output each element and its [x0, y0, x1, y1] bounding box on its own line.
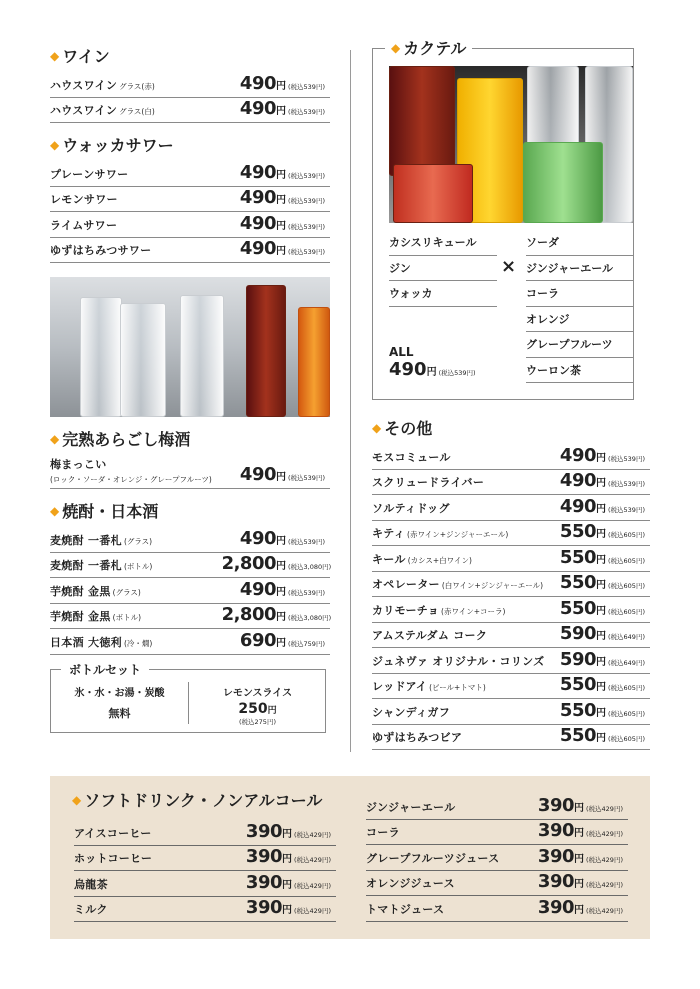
- menu-item-tax: (税込429円): [294, 856, 331, 864]
- column-divider: [350, 50, 351, 752]
- cocktail-all-price: ALL 490円 (税込539円): [389, 345, 476, 380]
- menu-item-name: アムステルダム コーク: [372, 629, 488, 642]
- umeshu-list: [50, 455, 330, 489]
- section-title: ◆ 完熟あらごし梅酒: [50, 430, 191, 449]
- menu-item-name: 芋焼酎 金黒 (グラス): [50, 584, 141, 598]
- sour-glasses-photo: [50, 277, 330, 417]
- menu-item-name: ゆずはちみつサワー: [50, 244, 152, 257]
- menu-row: [372, 674, 650, 700]
- menu-item-price: 390円 (税込429円): [508, 846, 628, 867]
- menu-item-name: 梅まっこい (ロック・ソーダ・オレンジ・グレープフルーツ): [50, 458, 212, 484]
- diamond-icon: ◆: [72, 793, 82, 807]
- menu-item-tax: (税込429円): [294, 830, 331, 839]
- cocktail-mixers: [526, 230, 633, 383]
- menu-item-price: 490円 (税込539円): [210, 213, 330, 234]
- shochu-list: [50, 527, 330, 655]
- menu-item-note: (ロック・ソーダ・オレンジ・グレープフルーツ): [50, 475, 212, 484]
- menu-row: [366, 896, 628, 922]
- section-title: ◆ ソフトドリンク・ノンアルコール: [72, 791, 323, 810]
- menu-item-price: 490円 (税込539円): [210, 98, 330, 119]
- menu-item-tax: (税込429円): [586, 906, 623, 915]
- menu-row: [372, 597, 650, 623]
- right-column: [372, 39, 650, 750]
- menu-item-price: 550円 (税込605円): [530, 572, 650, 593]
- menu-item-tax: (税込539円): [288, 474, 325, 482]
- cocktail-mixer-item: オレンジ: [526, 307, 633, 333]
- menu-item-tax: (税込605円): [608, 531, 645, 539]
- menu-row: [366, 871, 628, 897]
- menu-item-tax: (税込3,080円): [288, 563, 332, 571]
- menu-item-name: 麦焼酎 一番札 (グラス): [50, 533, 153, 547]
- bottle-set-lemon-price: 250円: [238, 700, 277, 717]
- menu-item-tax: (税込605円): [608, 684, 645, 692]
- menu-row: [74, 846, 336, 872]
- menu-row: [372, 444, 650, 470]
- cocktail-mixer-item: ソーダ: [526, 230, 633, 256]
- menu-item-tax: (税込539円): [608, 505, 645, 514]
- menu-row: [74, 820, 336, 846]
- section-title: ◆ ワイン: [50, 47, 110, 66]
- menu-item-name: オレンジジュース: [366, 877, 455, 890]
- menu-row: [372, 546, 650, 572]
- menu-item-price: 590円 (税込649円): [530, 649, 650, 670]
- menu-item-tax: (税込539円): [608, 480, 645, 488]
- menu-item-tax: (税込539円): [288, 248, 325, 256]
- menu-item-name: キール (カシス+白ワイン): [372, 552, 472, 566]
- diamond-icon: ◆: [50, 138, 60, 152]
- wine-section: [50, 44, 330, 123]
- menu-item-price: 390円 (税込429円): [508, 871, 628, 892]
- cocktail-mixer-item: ジンジャーエール: [526, 256, 633, 282]
- menu-row: [372, 495, 650, 521]
- glass-shape: [246, 285, 286, 417]
- other-list: [372, 444, 650, 750]
- menu-item-tax: (税込3,080円): [288, 614, 332, 622]
- diamond-icon: ◆: [391, 41, 401, 55]
- menu-row: [372, 470, 650, 496]
- soft-drink-section: [50, 776, 650, 939]
- menu-item-name: ソルティドッグ: [372, 501, 450, 515]
- menu-item-price: 390円 (税込429円): [508, 795, 628, 816]
- vodka-sour-list: [50, 161, 330, 263]
- bottle-set-box: [50, 662, 326, 733]
- menu-item-price: 490円 (税込539円): [530, 470, 650, 491]
- menu-item-price: 490円 (税込539円): [530, 445, 650, 466]
- wine-list: [50, 72, 330, 123]
- bottle-set-free: [51, 684, 188, 721]
- soft-drink-list-left: [74, 820, 336, 922]
- menu-row: [372, 572, 650, 598]
- menu-item-price: 390円 (税込429円): [216, 821, 336, 842]
- cocktail-base-item: ウォッカ: [389, 281, 497, 307]
- glass-shape: [393, 164, 473, 223]
- menu-item-tax: (税込539円): [288, 171, 325, 180]
- bottle-set-lemon-label: レモンスライス: [222, 687, 293, 699]
- bottle-set-free-label: 氷・水・お湯・炭酸: [74, 687, 165, 699]
- menu-row: [50, 455, 330, 489]
- section-title: ◆ 焼酎・日本酒: [50, 502, 159, 521]
- menu-item-name: トマトジュース: [366, 902, 445, 916]
- menu-item-name: 芋焼酎 金黒 (ボトル): [50, 610, 141, 623]
- bottle-set-lemon-tax: (税込275円): [239, 717, 276, 726]
- cocktail-all-label: ALL: [389, 345, 414, 359]
- menu-row: [74, 871, 336, 897]
- menu-row: [50, 604, 330, 630]
- other-section: [372, 416, 650, 750]
- menu-item-tax: (税込605円): [608, 607, 645, 616]
- menu-item-tax: (税込539円): [288, 197, 325, 205]
- menu-item-price: 490円 (税込539円): [210, 528, 330, 549]
- menu-item-note: (ビール+トマト): [429, 683, 486, 692]
- menu-item-price: 390円 (税込429円): [216, 897, 336, 918]
- menu-item-name: ミルク: [74, 903, 108, 916]
- menu-item-name: モスコミュール: [372, 450, 451, 464]
- menu-item-price: 550円 (税込605円): [530, 547, 650, 568]
- section-title: ◆ その他: [372, 419, 433, 438]
- menu-item-note: (冷・燗): [123, 638, 153, 648]
- menu-row: [372, 648, 650, 674]
- shochu-section: [50, 499, 330, 655]
- menu-row: [366, 820, 628, 846]
- section-title: ◆ カクテル: [385, 36, 472, 59]
- menu-item-note: (ボトル): [123, 562, 153, 571]
- menu-row: [50, 212, 330, 238]
- menu-item-price: 490円 (税込539円): [210, 464, 330, 485]
- cocktail-mixer-item: ウーロン茶: [526, 358, 633, 384]
- menu-item-note: (ボトル): [112, 613, 141, 622]
- soft-drink-list-right: [366, 794, 628, 922]
- menu-item-price: 2,800円 (税込3,080円): [221, 604, 332, 625]
- menu-item-tax: (税込429円): [294, 881, 331, 890]
- menu-item-name: ホットコーヒー: [74, 852, 153, 865]
- menu-item-note: グラス(白): [119, 107, 155, 116]
- times-icon: ×: [501, 256, 517, 277]
- diamond-icon: ◆: [50, 432, 60, 446]
- menu-item-price: 590円 (税込649円): [530, 623, 650, 644]
- menu-item-price: 390円 (税込429円): [508, 897, 628, 918]
- menu-item-tax: (税込429円): [586, 804, 623, 813]
- cocktail-base-item: ジン: [389, 256, 497, 282]
- menu-item-name: ハウスワイン グラス(赤): [50, 78, 155, 92]
- menu-item-tax: (税込605円): [608, 556, 645, 565]
- menu-item-tax: (税込759円): [288, 639, 325, 648]
- menu-row: [50, 527, 330, 553]
- menu-row: [74, 897, 336, 923]
- menu-item-price: 390円 (税込429円): [216, 846, 336, 867]
- menu-row: [50, 629, 330, 655]
- menu-item-tax: (税込539円): [288, 108, 325, 116]
- menu-item-price: 550円 (税込605円): [530, 598, 650, 619]
- menu-item-tax: (税込429円): [586, 881, 623, 889]
- menu-item-name: ライムサワー: [50, 218, 118, 232]
- menu-row: [366, 845, 628, 871]
- menu-item-price: 550円 (税込605円): [530, 674, 650, 695]
- menu-row: [50, 161, 330, 187]
- vodka-sour-section: [50, 133, 330, 263]
- bottle-set-lemon: [189, 684, 326, 726]
- menu-row: [50, 578, 330, 604]
- menu-item-name: プレーンサワー: [50, 167, 129, 181]
- glass-shape: [180, 295, 224, 417]
- menu-row: [50, 98, 330, 124]
- menu-item-note: (グラス): [123, 536, 153, 546]
- diamond-icon: ◆: [50, 49, 60, 63]
- menu-item-price: 390円 (税込429円): [508, 820, 628, 841]
- menu-item-price: 490円 (税込539円): [530, 496, 650, 517]
- cocktail-mixer-item: コーラ: [526, 281, 633, 307]
- menu-item-tax: (税込429円): [586, 830, 623, 838]
- menu-item-note: グラス(赤): [119, 81, 155, 91]
- menu-row: [50, 238, 330, 264]
- diamond-icon: ◆: [50, 504, 60, 518]
- menu-item-price: 490円 (税込539円): [210, 187, 330, 208]
- cocktail-mixer-item: グレープフルーツ: [526, 332, 633, 358]
- glass-shape: [389, 66, 455, 176]
- menu-item-note: (赤ワイン+ジンジャーエール): [407, 530, 509, 539]
- menu-item-name: コーラ: [366, 826, 400, 839]
- cocktail-glasses-photo: [389, 66, 633, 223]
- cocktail-box: [372, 39, 634, 400]
- umeshu-section: [50, 427, 330, 489]
- menu-item-name: ゆずはちみつビア: [372, 731, 463, 744]
- menu-item-name: スクリュードライバー: [372, 476, 485, 489]
- menu-item-price: 490円 (税込539円): [210, 73, 330, 94]
- menu-item-price: 390円 (税込429円): [216, 872, 336, 893]
- menu-item-tax: (税込649円): [608, 658, 645, 667]
- section-title: ◆ ウォッカサワー: [50, 136, 174, 155]
- menu-item-note: (グラス): [112, 587, 141, 597]
- menu-item-tax: (税込429円): [586, 855, 623, 864]
- menu-item-tax: (税込539円): [288, 222, 325, 231]
- cocktail-bases: [389, 230, 497, 307]
- menu-row: [50, 72, 330, 98]
- menu-item-tax: (税込605円): [608, 582, 645, 590]
- menu-item-name: 日本酒 大徳利 (冷・燗): [50, 635, 153, 649]
- menu-item-price: 490円 (税込539円): [210, 162, 330, 183]
- menu-item-price: 550円 (税込605円): [530, 725, 650, 746]
- menu-item-price: 490円 (税込539円): [210, 579, 330, 600]
- menu-item-note: (赤ワイン+コーラ): [441, 606, 506, 616]
- left-column: [50, 44, 330, 733]
- cocktail-base-item: カシスリキュール: [389, 230, 497, 256]
- menu-item-tax: (税込539円): [288, 82, 325, 91]
- menu-item-note: (白ワイン+ジンジャーエール): [441, 581, 544, 590]
- menu-row: [372, 521, 650, 547]
- menu-item-name: ハウスワイン グラス(白): [50, 104, 155, 117]
- menu-item-name: ジンジャーエール: [366, 800, 456, 814]
- menu-item-name: キティ (赤ワイン+ジンジャーエール): [372, 527, 509, 540]
- menu-item-price: 690円 (税込759円): [210, 630, 330, 651]
- menu-row: [50, 187, 330, 213]
- menu-item-tax: (税込605円): [608, 709, 645, 718]
- menu-item-name: レモンサワー: [50, 193, 118, 206]
- menu-row: [372, 699, 650, 725]
- glass-shape: [523, 142, 603, 223]
- bottle-set-title: ボトルセット: [61, 661, 149, 678]
- menu-row: [372, 725, 650, 751]
- menu-item-tax: (税込539円): [288, 537, 325, 546]
- menu-item-name: シャンディガフ: [372, 705, 450, 719]
- menu-item-tax: (税込649円): [608, 633, 645, 641]
- menu-item-price: 2,800円 (税込3,080円): [221, 553, 332, 574]
- menu-item-tax: (税込539円): [608, 454, 645, 463]
- menu-item-price: 490円 (税込539円): [210, 238, 330, 259]
- menu-item-name: オペレーター (白ワイン+ジンジャーエール): [372, 578, 544, 591]
- menu-row: [366, 794, 628, 820]
- menu-item-note: (カシス+白ワイン): [407, 555, 472, 565]
- glass-shape: [120, 303, 166, 417]
- menu-row: [50, 553, 330, 579]
- menu-item-name: 烏龍茶: [74, 877, 108, 891]
- menu-item-price: 550円 (税込605円): [530, 521, 650, 542]
- glass-shape: [80, 297, 122, 417]
- menu-item-price: 550円 (税込605円): [530, 700, 650, 721]
- menu-item-name: 麦焼酎 一番札 (ボトル): [50, 559, 153, 572]
- bottle-set-free-value: 無料: [108, 706, 131, 720]
- diamond-icon: ◆: [372, 421, 382, 435]
- glass-shape: [298, 307, 330, 417]
- menu-item-name: カリモーチョ (赤ワイン+コーラ): [372, 603, 506, 617]
- menu-item-tax: (税込429円): [294, 907, 331, 915]
- menu-item-tax: (税込539円): [288, 588, 325, 597]
- menu-item-name: グレープフルーツジュース: [366, 851, 500, 865]
- menu-item-name: アイスコーヒー: [74, 826, 152, 840]
- menu-item-name: ジュネヴァ オリジナル・コリンズ: [372, 654, 545, 668]
- menu-item-name: レッドアイ (ビール+トマト): [372, 680, 486, 693]
- menu-row: [372, 623, 650, 649]
- menu-item-tax: (税込605円): [608, 735, 645, 743]
